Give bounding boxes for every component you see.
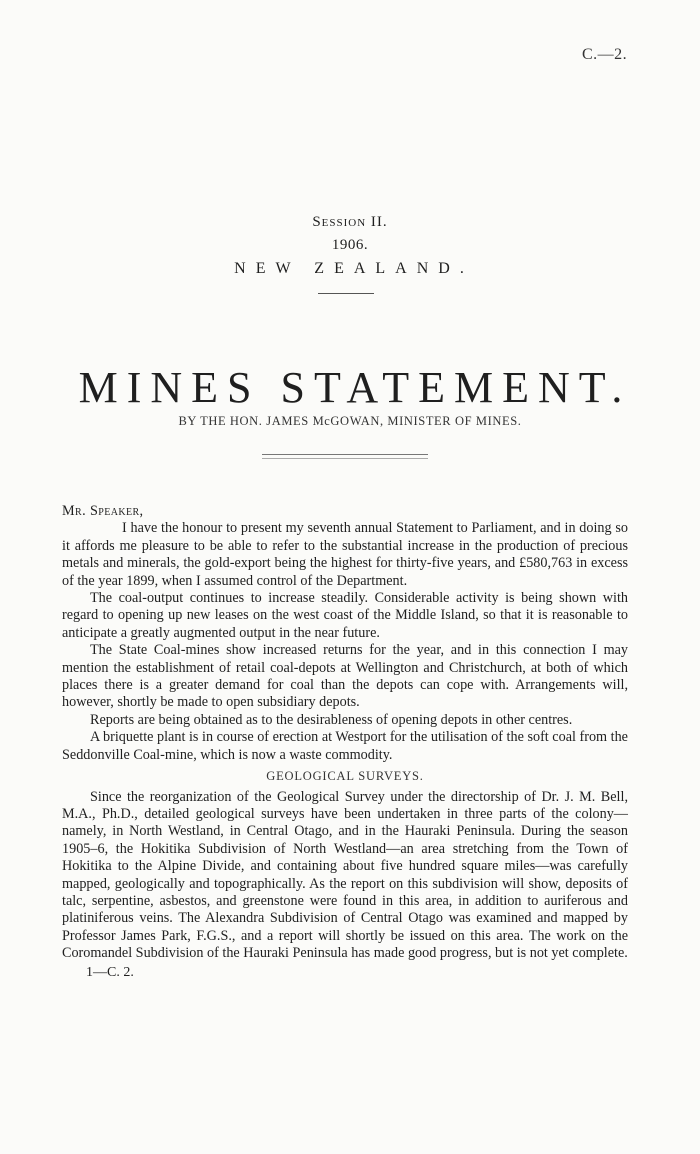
header-rule bbox=[318, 293, 374, 294]
country-label: NEW ZEALAND. bbox=[234, 260, 474, 277]
paragraph-depot-reports: Reports are being obtained as to the desirableness of opening depots in other centres. bbox=[90, 711, 573, 728]
paragraph-geological-surveys: Since the reorganization of the Geological Survey under the directorship of Dr. J. M. Bell, M.A., Ph.D., detailed geological surveys have been undertaken in three parts of the colony—namely, in North Westland, in Central Otago, and in the Hauraki Peninsula. During the season 1905–6, the Hokitika Subdivision of North Westland—an area stretching from the Town of Hokitika to the Alpine Divide, and containing about five hundred square miles—was carefully mapped, geologically and topographically. As the report on this subdivision will show, deposits of talc, serpentine, asbestos, and greenstone were found in this area, in addition to auriferous and platiniferous veins. The Alexandra Subdivision of Central Otago was examined and mapped by Professor James Park, F.G.S., and a report will shortly be issued on this area. The work on the Coromandel Subdivision of the Hauraki Peninsula has made good progress, but is not yet complete. bbox=[62, 788, 628, 962]
title-rule bbox=[262, 454, 428, 459]
year-label: 1906. bbox=[331, 237, 369, 253]
page-reference: C.—2. bbox=[582, 46, 628, 63]
document-title: MINES STATEMENT. bbox=[78, 363, 632, 412]
document-body bbox=[62, 503, 628, 981]
paragraph-intro: I have the honour to present my seventh annual Statement to Parliament, and in doing so it affords me pleasure to be able to refer to the substantial increase in the production of precious metals and minerals, the gold-export being the highest for thirty-five years, and £580,763 in excess of the year 1899, when I assumed control of the Department. bbox=[62, 520, 628, 589]
section-heading-geological-surveys: GEOLOGICAL SURVEYS. bbox=[266, 769, 424, 784]
author-byline: BY THE HON. JAMES McGOWAN, MINISTER OF MINES. bbox=[178, 414, 522, 428]
salutation: Mr. Speaker, bbox=[62, 503, 144, 519]
paragraph-coal-output: The coal-output continues to increase steadily. Considerable activity is being shown with regard to opening up new leases on the west coast of the Middle Island, so that it is reasonable to anticipate a greatly augmented output in the near future. bbox=[62, 590, 628, 641]
footer-reference: 1—C. 2. bbox=[86, 964, 134, 980]
session-label: Session II. bbox=[312, 214, 388, 230]
paragraph-state-coal-mines: The State Coal-mines show increased returns for the year, and in this connection I may mention the establishment of retail coal-depots at Wellington and Christchurch, at both of which places there is a greater demand for coal than the depots can cope with. Arrangements will, however, shortly be made to open subsidiary depots. bbox=[62, 642, 628, 711]
paragraph-briquette-plant: A briquette plant is in course of erection at Westport for the utilisation of the soft coal from the Seddonville Coal-mine, which is now a waste commodity. bbox=[62, 729, 628, 763]
